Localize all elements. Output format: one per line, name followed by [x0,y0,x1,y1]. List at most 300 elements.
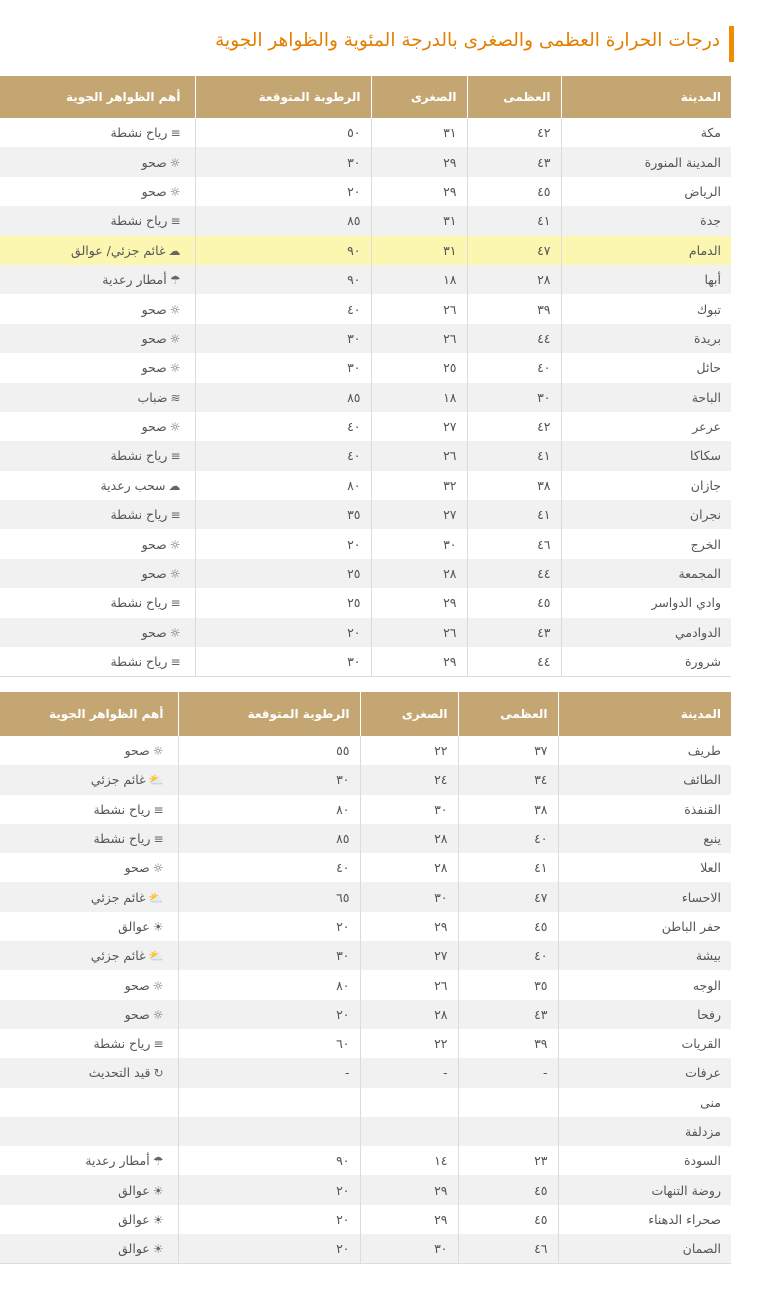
cell-min: ٣١ [371,118,467,147]
table-row [0,1205,731,1234]
table-row [0,736,731,765]
cell-phenomenon [0,177,195,206]
cell-city: الدوادمي [561,618,731,647]
phenomenon-label: رياح نشطة [110,507,168,523]
cell-min: ١٤ [360,1146,458,1175]
cell-min: ٣١ [371,206,467,235]
header-phenomena: أهم الظواهر الجوية [0,692,178,736]
table-row [0,500,731,529]
dust-icon: ☀ [152,1212,164,1227]
cell-max: ٤٣ [467,147,561,176]
cell-city: العلا [558,853,731,882]
phenomenon-label: صحو [141,419,167,435]
dust-icon: ☀ [152,1183,164,1198]
table-row [0,824,731,853]
cell-humidity: ٩٠ [178,1146,360,1175]
sun-icon: ☼ [169,361,181,376]
cell-min: ٢٧ [360,941,458,970]
cell-max: ٣٤ [458,765,558,794]
cell-city: بيشة [558,941,731,970]
cell-humidity: ٢٠ [195,529,371,558]
cell-humidity: ٢٥ [195,559,371,588]
cell-city: وادي الدواسر [561,588,731,617]
dust-icon: ☀ [152,919,164,934]
table-row [0,795,731,824]
wind-icon: ≡ [153,1037,164,1052]
sun-icon: ☼ [169,537,181,552]
table-row [0,912,731,941]
title-accent-bar [729,26,734,62]
refresh-icon: ↻ [153,1066,164,1081]
cell-min [360,1088,458,1117]
cell-humidity: ٣٠ [195,147,371,176]
cell-phenomenon [0,588,195,617]
cell-city: عرفات [558,1058,731,1087]
sun-icon: ☼ [169,155,181,170]
table-row [0,1088,731,1117]
table-row [0,588,731,617]
cell-max: ٤٣ [458,1000,558,1029]
dust-icon: ☀ [152,1242,164,1257]
cell-city: المدينة المنورة [561,147,731,176]
table-row [0,765,731,794]
table-row [0,324,731,353]
sun-icon: ☼ [152,744,164,759]
cell-humidity: ٢٠ [178,912,360,941]
sun-icon: ☼ [169,302,181,317]
cell-city: القنفذة [558,795,731,824]
cell-city: شرورة [561,647,731,677]
cell-phenomenon [0,471,195,500]
cell-max [458,1117,558,1146]
cell-humidity: ٢٠ [178,1000,360,1029]
cell-phenomenon [0,1029,178,1058]
phenomenon-label: صحو [141,330,167,346]
cell-humidity: ٣٠ [178,941,360,970]
cell-humidity: ٤٠ [195,412,371,441]
wind-icon: ≡ [170,126,181,141]
cell-max: ٤١ [467,500,561,529]
weather-table-secondary [0,692,731,1264]
cell-phenomenon [0,1234,178,1264]
cell-min: ٢٩ [360,1205,458,1234]
wind-icon: ≡ [170,596,181,611]
table-row [0,1117,731,1146]
cell-humidity: ٣٥ [195,500,371,529]
phenomenon-label: ضباب [137,389,168,405]
cell-min: ٢٩ [360,1175,458,1204]
cell-city: مزدلفة [558,1117,731,1146]
phenomenon-label: رياح نشطة [93,801,151,817]
cell-min: ٢٨ [371,559,467,588]
cell-phenomenon [0,618,195,647]
phenomenon-label: أمطار رعدية [85,1153,150,1169]
phenomenon-label: صحو [141,301,167,317]
cell-humidity: ٥٠ [195,118,371,147]
cell-city: رفحا [558,1000,731,1029]
cell-humidity: ٩٠ [195,265,371,294]
cell-min: ٢٦ [371,324,467,353]
cell-phenomenon [0,206,195,235]
phenomenon-label: عوالق [118,1241,150,1257]
cell-phenomenon [0,559,195,588]
cell-phenomenon [0,970,178,999]
cell-max: ٤٧ [467,236,561,265]
wind-icon: ≡ [153,802,164,817]
cell-humidity: ٢٠ [178,1234,360,1264]
cell-min: ٢٩ [360,912,458,941]
cell-min: ٢٦ [371,441,467,470]
cell-phenomenon [0,383,195,412]
cell-max: ٤١ [458,853,558,882]
partly-cloudy-icon: ⛅ [148,773,164,788]
cell-humidity: ٦٥ [178,882,360,911]
header-max: العظمى [467,76,561,118]
sun-icon: ☼ [152,1007,164,1022]
cell-max: ٣٩ [458,1029,558,1058]
cell-phenomenon [0,441,195,470]
phenomenon-label: رياح نشطة [110,125,168,141]
cell-max: ٢٣ [458,1146,558,1175]
cell-humidity: ٤٠ [195,441,371,470]
table-row [0,353,731,382]
sun-icon: ☼ [152,861,164,876]
cell-phenomenon [0,353,195,382]
cell-max: ٤٢ [467,412,561,441]
cell-city: الدمام [561,236,731,265]
cell-min: ٢٧ [371,412,467,441]
cell-humidity: ٨٥ [178,824,360,853]
cell-max: ٤٦ [458,1234,558,1264]
table-row [0,618,731,647]
cell-phenomenon [0,795,178,824]
cell-min: ٢٩ [371,177,467,206]
cell-city: الباحة [561,383,731,412]
phenomenon-label: صحو [124,1006,150,1022]
cell-humidity: ٣٠ [195,324,371,353]
cell-city: تبوك [561,294,731,323]
phenomenon-label: رياح نشطة [110,448,168,464]
cell-min: - [360,1058,458,1087]
thunder-rain-icon: ☂ [169,273,181,288]
table-row [0,147,731,176]
cell-city: ينبع [558,824,731,853]
phenomenon-label: غائم جزئي/ عوالق [71,242,166,258]
page-title: درجات الحرارة العظمى والصغرى بالدرجة المئوية والظواهر الجوية [215,30,720,51]
cell-city: الرياض [561,177,731,206]
cell-min: ٢٧ [371,500,467,529]
cell-city: صحراء الدهناء [558,1205,731,1234]
phenomenon-label: سحب رعدية [100,477,166,493]
cell-city: جازان [561,471,731,500]
cell-city: الوجه [558,970,731,999]
cell-humidity [178,1117,360,1146]
cell-max: ٤٠ [467,353,561,382]
table-row [0,1146,731,1175]
cell-phenomenon [0,853,178,882]
cell-max: ٤٥ [467,177,561,206]
cell-phenomenon [0,412,195,441]
cell-city: مكة [561,118,731,147]
cell-min: ٢٩ [371,147,467,176]
cell-max: ٤٤ [467,324,561,353]
cell-max: ٣٨ [458,795,558,824]
cell-humidity: ٢٠ [195,618,371,647]
cell-phenomenon [0,324,195,353]
cell-city: أبها [561,265,731,294]
sun-icon: ☼ [169,420,181,435]
cell-max: ٤١ [467,441,561,470]
sun-icon: ☼ [169,625,181,640]
cell-min: ٢٨ [360,824,458,853]
cell-humidity [178,1088,360,1117]
header-humidity: الرطوبة المتوقعة [195,76,371,118]
cell-min [360,1117,458,1146]
cell-max: ٤٧ [458,882,558,911]
cell-phenomenon [0,1205,178,1234]
table-header-row [0,76,731,118]
cell-city: سكاكا [561,441,731,470]
header-max: العظمى [458,692,558,736]
cell-min: ١٨ [371,265,467,294]
cell-max: ٤٥ [467,588,561,617]
phenomenon-label: عوالق [118,1211,150,1227]
phenomenon-label: صحو [141,624,167,640]
cell-phenomenon [0,265,195,294]
header-city: المدينة [558,692,731,736]
phenomenon-label: غائم جزئي [90,772,146,788]
cell-phenomenon [0,1088,178,1117]
cell-min: ٢٤ [360,765,458,794]
cell-phenomenon [0,147,195,176]
cell-city: نجران [561,500,731,529]
cell-phenomenon [0,765,178,794]
cell-max: ٤١ [467,206,561,235]
cell-phenomenon [0,1146,178,1175]
table-row [0,882,731,911]
cell-humidity: ٤٠ [195,294,371,323]
cell-city: طريف [558,736,731,765]
header-phenomena: أهم الظواهر الجوية [0,76,195,118]
cell-humidity: ٢٥ [195,588,371,617]
wind-icon: ≡ [153,832,164,847]
cell-humidity: - [178,1058,360,1087]
cell-min: ٢٨ [360,853,458,882]
cell-phenomenon [0,824,178,853]
cell-phenomenon [0,912,178,941]
cell-max: ٤٠ [458,824,558,853]
cell-min: ٢٦ [371,618,467,647]
table-header-row [0,692,731,736]
phenomenon-label: رياح نشطة [110,213,168,229]
header-humidity: الرطوبة المتوقعة [178,692,360,736]
sun-icon: ☼ [169,331,181,346]
cell-city: روضة التنهات [558,1175,731,1204]
cell-humidity: ٢٠ [178,1205,360,1234]
table-row [0,294,731,323]
cell-city: بريدة [561,324,731,353]
cell-min: ٢٥ [371,353,467,382]
cell-humidity: ٨٠ [195,471,371,500]
cell-city: القريات [558,1029,731,1058]
cell-city: عرعر [561,412,731,441]
partly-cloudy-icon: ⛅ [148,949,164,964]
cell-min: ٣٢ [371,471,467,500]
cell-max: - [458,1058,558,1087]
phenomenon-label: صحو [141,183,167,199]
cell-phenomenon [0,1117,178,1146]
phenomenon-label: رياح نشطة [93,831,151,847]
cell-phenomenon [0,294,195,323]
cell-phenomenon [0,1058,178,1087]
table-row [0,1058,731,1087]
wind-icon: ≡ [170,449,181,464]
cell-humidity: ٥٥ [178,736,360,765]
cell-max [458,1088,558,1117]
cell-humidity: ٣٠ [195,353,371,382]
fog-icon: ≋ [170,390,181,405]
thunder-rain-icon: ☂ [152,1154,164,1169]
phenomenon-label: صحو [141,566,167,582]
phenomenon-label: صحو [141,154,167,170]
cell-min: ٣٠ [360,795,458,824]
cell-humidity: ٨٠ [178,970,360,999]
sun-icon: ☼ [169,184,181,199]
cell-max: ٤٣ [467,618,561,647]
cell-city: السودة [558,1146,731,1175]
cell-city: المجمعة [561,559,731,588]
header-min: الصغرى [371,76,467,118]
cell-max: ٣٧ [458,736,558,765]
table-row [0,1029,731,1058]
cell-min: ٢٨ [360,1000,458,1029]
header-city: المدينة [561,76,731,118]
header-min: الصغرى [360,692,458,736]
table-row [0,647,731,677]
cell-city: الخرج [561,529,731,558]
thunder-cloud-icon: ☁ [168,478,181,493]
sun-icon: ☼ [152,978,164,993]
phenomenon-label: صحو [141,360,167,376]
cell-min: ٢٢ [360,1029,458,1058]
cell-phenomenon [0,529,195,558]
wind-icon: ≡ [170,508,181,523]
phenomenon-label: صحو [124,977,150,993]
phenomenon-label: صحو [124,743,150,759]
cell-humidity: ٨٥ [195,206,371,235]
cell-min: ٢٦ [360,970,458,999]
partly-cloudy-icon: ⛅ [148,890,164,905]
cell-max: ٤٥ [458,912,558,941]
cell-max: ٣٠ [467,383,561,412]
cell-max: ٤٤ [467,559,561,588]
cell-humidity: ٩٠ [195,236,371,265]
table-row [0,471,731,500]
table-row [0,236,731,265]
phenomenon-label: عوالق [118,1182,150,1198]
cell-min: ٢٢ [360,736,458,765]
table-row [0,559,731,588]
cell-min: ٣٠ [371,529,467,558]
table-row [0,853,731,882]
cell-humidity: ٢٠ [195,177,371,206]
cell-city: حائل [561,353,731,382]
cell-phenomenon [0,118,195,147]
cell-max: ٣٩ [467,294,561,323]
cell-phenomenon [0,941,178,970]
phenomenon-label: غائم جزئي [90,889,146,905]
cell-city: منى [558,1088,731,1117]
phenomenon-label: صحو [141,536,167,552]
cell-min: ٢٦ [371,294,467,323]
table-row [0,441,731,470]
cell-humidity: ٨٥ [195,383,371,412]
cell-phenomenon [0,647,195,677]
cell-max: ٣٨ [467,471,561,500]
table-row [0,970,731,999]
cell-max: ٤٤ [467,647,561,677]
cell-phenomenon [0,736,178,765]
sun-icon: ☼ [169,567,181,582]
phenomenon-label: عوالق [118,918,150,934]
cell-phenomenon [0,500,195,529]
cell-max: ٤٥ [458,1205,558,1234]
cell-min: ٣١ [371,236,467,265]
table-row [0,1000,731,1029]
cell-humidity: ٨٠ [178,795,360,824]
cell-max: ٤٢ [467,118,561,147]
table-row [0,1175,731,1204]
phenomenon-label: رياح نشطة [110,595,168,611]
weather-table-main [0,76,731,677]
cell-city: الاحساء [558,882,731,911]
cell-city: جدة [561,206,731,235]
cell-humidity: ٣٠ [178,765,360,794]
phenomenon-label: صحو [124,860,150,876]
phenomenon-label: رياح نشطة [110,654,168,670]
table-row [0,1234,731,1264]
partly-cloudy-dust-icon: ☁ [168,243,181,258]
cell-humidity: ٤٠ [178,853,360,882]
cell-max: ٤٥ [458,1175,558,1204]
cell-city: الصمان [558,1234,731,1264]
wind-icon: ≡ [170,655,181,670]
cell-min: ١٨ [371,383,467,412]
cell-max: ٤٠ [458,941,558,970]
cell-phenomenon [0,1000,178,1029]
table-row [0,941,731,970]
cell-min: ٢٩ [371,647,467,677]
cell-max: ٤٦ [467,529,561,558]
cell-city: حفر الباطن [558,912,731,941]
phenomenon-label: قيد التحديث [88,1065,151,1081]
table-row [0,383,731,412]
wind-icon: ≡ [170,214,181,229]
phenomenon-label: رياح نشطة [93,1036,151,1052]
cell-max: ٣٥ [458,970,558,999]
cell-phenomenon [0,882,178,911]
cell-phenomenon [0,1175,178,1204]
table-row [0,118,731,147]
cell-humidity: ٢٠ [178,1175,360,1204]
table-row [0,412,731,441]
cell-humidity: ٣٠ [195,647,371,677]
table-row [0,206,731,235]
table-row [0,529,731,558]
cell-max: ٢٨ [467,265,561,294]
cell-phenomenon [0,236,195,265]
phenomenon-label: غائم جزئي [90,948,146,964]
